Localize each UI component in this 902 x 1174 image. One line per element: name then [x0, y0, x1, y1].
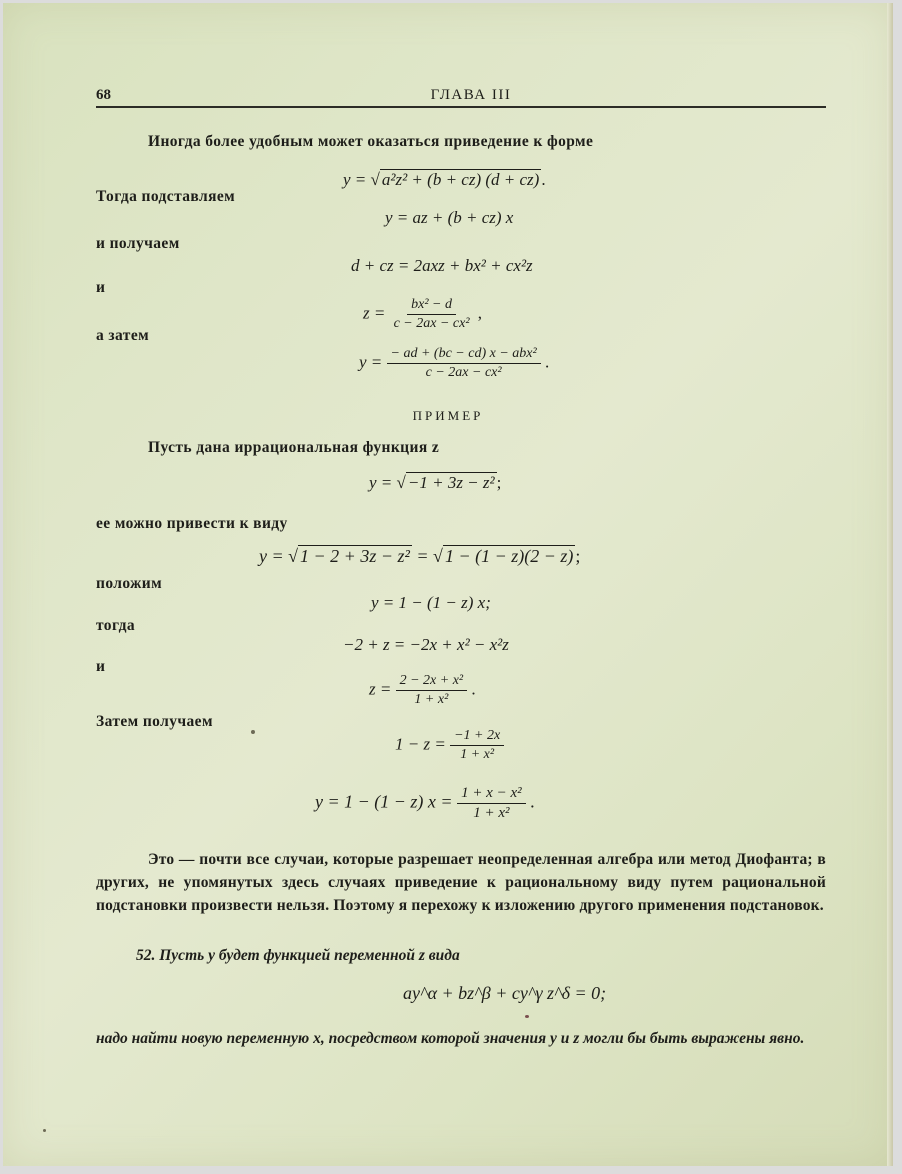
- fraction: [457, 785, 526, 822]
- formula-10: [369, 673, 476, 708]
- trail: ;: [496, 473, 502, 492]
- formula-4: [363, 297, 482, 332]
- fraction: [396, 673, 468, 708]
- page-number: 68: [96, 87, 111, 103]
- formula-12: [315, 785, 535, 822]
- label-and-get: и получаем: [96, 235, 180, 252]
- denominator: c − 2ax − cx²: [393, 316, 470, 331]
- numerator: 1 + x − x²: [457, 785, 526, 804]
- formula-9: −2 + z = −2x + x² − x²z: [343, 635, 509, 654]
- formula-5: [359, 346, 549, 381]
- formula-8: y = 1 − (1 − z) x;: [371, 593, 491, 612]
- fraction: [450, 728, 504, 763]
- formula-6-lhs: y =: [369, 473, 393, 492]
- formula-12-lhs: y = 1 − (1 − z) x =: [315, 791, 453, 812]
- running-head: ГЛАВА III: [430, 87, 512, 103]
- denominator: 1 + x²: [414, 692, 449, 707]
- numerator: 2 − 2x + x²: [396, 673, 468, 691]
- fraction: [390, 297, 474, 332]
- trail: .: [544, 352, 550, 372]
- label-then: а затем: [96, 327, 150, 344]
- trail: .: [530, 791, 535, 812]
- radicand-1: 1 − 2 + 3z − z²: [300, 546, 410, 566]
- formula-13: ay^α + bz^β + cy^γ z^δ = 0;: [403, 983, 607, 1003]
- equals: =: [416, 546, 429, 566]
- denominator: 1 + x²: [473, 805, 510, 821]
- label-then-lower: тогда: [96, 617, 136, 634]
- conclusion-paragraph: Это — почти все случаи, которые разрешает неопределенная алгебра или метод Диофанта; в других, не упомянутых здесь случаях приведение к рациональному виду путем рациональной подстановки произвести нельзя. Поэтому я перехожу к изложению другого применения подстановок.: [96, 851, 826, 914]
- trail: .: [471, 679, 476, 699]
- radicand: −1 + 3z − z²: [407, 473, 495, 492]
- label-and-2: и: [96, 658, 106, 675]
- formula-1: y = √ a²z² + (b + cz) (d + cz) .: [343, 170, 546, 189]
- numerator: − ad + (bc − cd) x − abx²: [387, 346, 541, 364]
- formula-7-lhs: y =: [259, 546, 284, 566]
- label-put: положим: [96, 575, 163, 592]
- numerator: bx² − d: [407, 297, 456, 315]
- formula-3: d + cz = 2axz + bx² + cx²z: [351, 256, 533, 275]
- formula-5-lhs: y =: [359, 352, 383, 372]
- formula-4-lhs: z =: [363, 303, 386, 323]
- label-then-get: Затем получаем: [96, 713, 213, 730]
- formula-6: y = √ −1 + 3z − z² ;: [369, 473, 502, 492]
- label-then-substitute: Тогда подставляем: [96, 188, 236, 205]
- example-title: ПРИМЕР: [412, 408, 484, 423]
- denominator: c − 2ax − cx²: [425, 365, 502, 380]
- formula-11: [395, 728, 504, 763]
- formula-7: y = √ 1 − 2 + 3z − z² = √ 1 − (1 − z)(2 − z) ;: [259, 546, 581, 566]
- formula-10-lhs: z =: [369, 679, 392, 699]
- paper-speck: [251, 730, 255, 734]
- label-and: и: [96, 279, 106, 296]
- section-52-heading: 52. Пусть y будет функцией переменной z вида: [136, 947, 460, 964]
- trail: ,: [477, 303, 483, 323]
- paper-speck: [525, 1015, 529, 1018]
- numerator: −1 + 2x: [450, 728, 504, 746]
- task-paragraph: надо найти новую переменную x, посредством которой значения y и z могли бы быть выражены явно.: [96, 1030, 805, 1047]
- book-page: [3, 3, 893, 1166]
- formula-11-lhs: 1 − z =: [395, 734, 446, 754]
- formula-2: y = az + (b + cz) x: [385, 208, 514, 227]
- radicand-2: 1 − (1 − z)(2 − z): [444, 546, 574, 566]
- intro-paragraph: Иногда более удобным может оказаться приведение к форме: [148, 133, 594, 150]
- paper-speck: [43, 1129, 46, 1132]
- trail: ;: [575, 546, 581, 566]
- example-intro: Пусть дана иррациональная функция z: [148, 439, 440, 456]
- header-rule: [96, 106, 826, 108]
- denominator: 1 + x²: [460, 747, 495, 762]
- fraction: [387, 346, 541, 381]
- label-can-reduce: ее можно привести к виду: [96, 515, 288, 532]
